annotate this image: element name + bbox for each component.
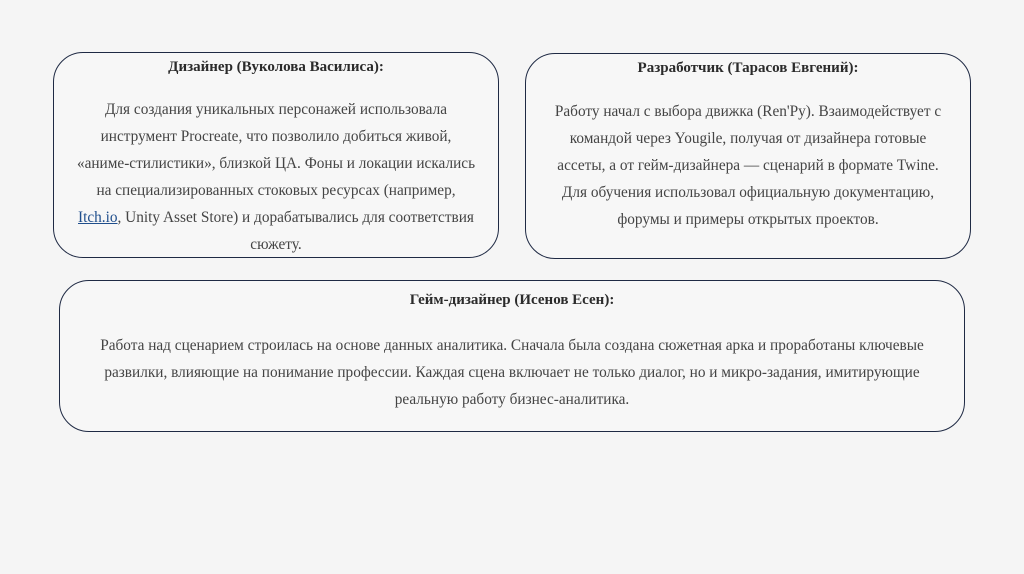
- designer-text-line: сюжету.: [250, 236, 302, 253]
- developer-text-line: Работу начал с выбора движка (Ren'Py). Взаимодействует с: [554, 103, 942, 120]
- game-designer-card: [59, 280, 965, 432]
- game-designer-text-line: реальную работу бизнес-аналитика.: [394, 391, 630, 408]
- itch-io-link[interactable]: Itch.io: [78, 209, 118, 226]
- developer-text-line: ассеты, а от гейм-дизайнера — сценарий в формате Twine.: [557, 157, 939, 174]
- designer-text-line: Для создания уникальных персонажей использовала: [104, 101, 448, 118]
- designer-text-fragment: , Unity Asset Store) и дорабатывались для соответствия: [117, 209, 474, 226]
- designer-text-line: «аниме-стилистики», близкой ЦА. Фоны и локации искались: [76, 155, 476, 172]
- designer-card: [53, 52, 499, 258]
- game-designer-text-line: развилки, влияющие на понимание профессии. Каждая сцена включает не только диалог, но и микро-задания, имитирующие: [104, 364, 920, 381]
- designer-text: [54, 96, 498, 258]
- designer-title: Дизайнер (Вуколова Василиса):: [168, 59, 384, 75]
- game-designer-text: [60, 332, 964, 413]
- developer-title: Разработчик (Тарасов Евгений):: [637, 60, 859, 76]
- developer-text: [526, 98, 970, 233]
- designer-text-line: [54, 204, 498, 231]
- developer-text-line: форумы и примеры открытых проектов.: [617, 211, 879, 228]
- developer-card: [525, 53, 971, 259]
- designer-text-line: на специализированных стоковых ресурсах (например,: [96, 182, 456, 199]
- game-designer-title: Гейм-дизайнер (Исенов Есен):: [409, 292, 615, 308]
- developer-text-line: командой через Yougile, получая от дизайнера готовые: [569, 130, 927, 147]
- game-designer-text-line: Работа над сценарием строилась на основе данных аналитика. Сначала была создана сюжетная арка и проработаны ключевые: [100, 337, 924, 354]
- developer-text-line: Для обучения использовал официальную документацию,: [561, 184, 935, 201]
- designer-text-line: инструмент Procreate, что позволило добиться живой,: [100, 128, 452, 145]
